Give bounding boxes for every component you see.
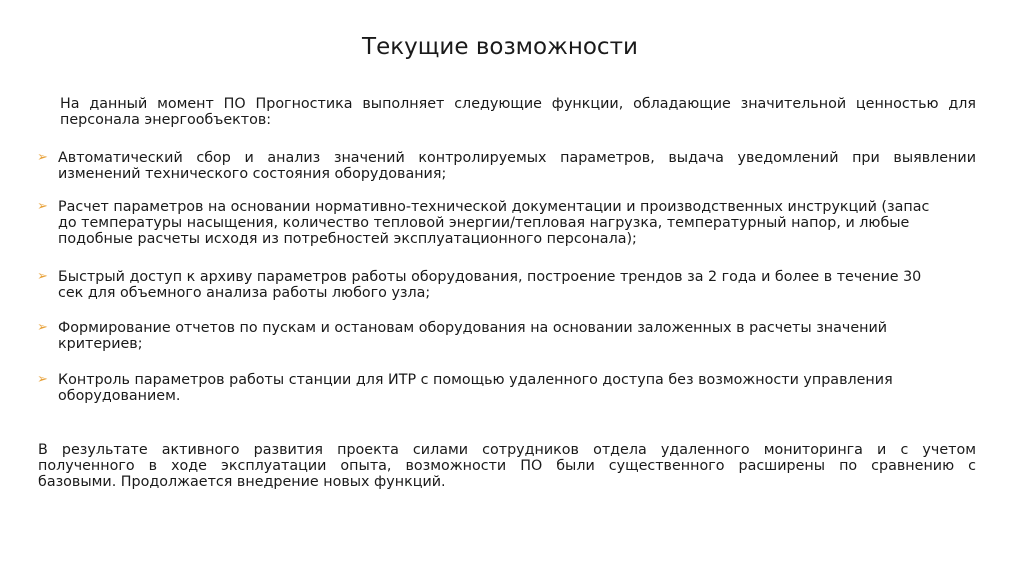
conclusion-line: В результате активного развития проекта силами сотрудников отдела удаленного мониторинга и с учетом bbox=[38, 442, 976, 458]
bullet-line: оборудованием. bbox=[58, 388, 181, 404]
bullet-line: изменений технического состояния оборудования; bbox=[58, 166, 447, 182]
arrow-bullet-icon: ➢ bbox=[37, 372, 48, 387]
intro-paragraph bbox=[60, 96, 976, 128]
bullet-item bbox=[37, 199, 976, 247]
conclusion-line: базовыми. Продолжается внедрение новых функций. bbox=[38, 474, 446, 490]
bullet-item bbox=[37, 269, 976, 301]
bullet-item bbox=[37, 372, 976, 404]
slide-title: Текущие возможности bbox=[362, 34, 638, 60]
conclusion-line: полученного в ходе эксплуатации опыта, возможности ПО были существенного расширены по сравнению с bbox=[38, 458, 976, 474]
bullet-item bbox=[37, 150, 976, 182]
conclusion-paragraph bbox=[38, 442, 976, 490]
bullet-line: Быстрый доступ к архиву параметров работы оборудования, построение трендов за 2 года и более в течение 30 bbox=[58, 269, 922, 285]
arrow-bullet-icon: ➢ bbox=[37, 150, 48, 165]
arrow-bullet-icon: ➢ bbox=[37, 199, 48, 214]
bullet-item bbox=[37, 320, 976, 352]
intro-line: На данный момент ПО Прогностика выполняет следующие функции, обладающие значительной ценностью для bbox=[60, 96, 976, 112]
bullet-line: Контроль параметров работы станции для ИТР с помощью удаленного доступа без возможности управления bbox=[58, 372, 893, 388]
bullet-line: критериев; bbox=[58, 336, 143, 352]
bullet-line: Автоматический сбор и анализ значений контролируемых параметров, выдача уведомлений при выявлении bbox=[58, 150, 976, 166]
intro-line: персонала энергообъектов: bbox=[60, 112, 272, 128]
bullet-line: Расчет параметров на основании нормативно-технической документации и производственных инструкций (запас bbox=[58, 199, 930, 215]
bullet-line: сек для объемного анализа работы любого узла; bbox=[58, 285, 431, 301]
bullet-line: Формирование отчетов по пускам и остановам оборудования на основании заложенных в расчеты значений bbox=[58, 320, 888, 336]
bullet-line: подобные расчеты исходя из потребностей эксплуатационного персонала); bbox=[58, 231, 637, 247]
arrow-bullet-icon: ➢ bbox=[37, 269, 48, 284]
bullet-line: до температуры насыщения, количество тепловой энергии/тепловая нагрузка, температурный напор, и любые bbox=[58, 215, 910, 231]
arrow-bullet-icon: ➢ bbox=[37, 320, 48, 335]
